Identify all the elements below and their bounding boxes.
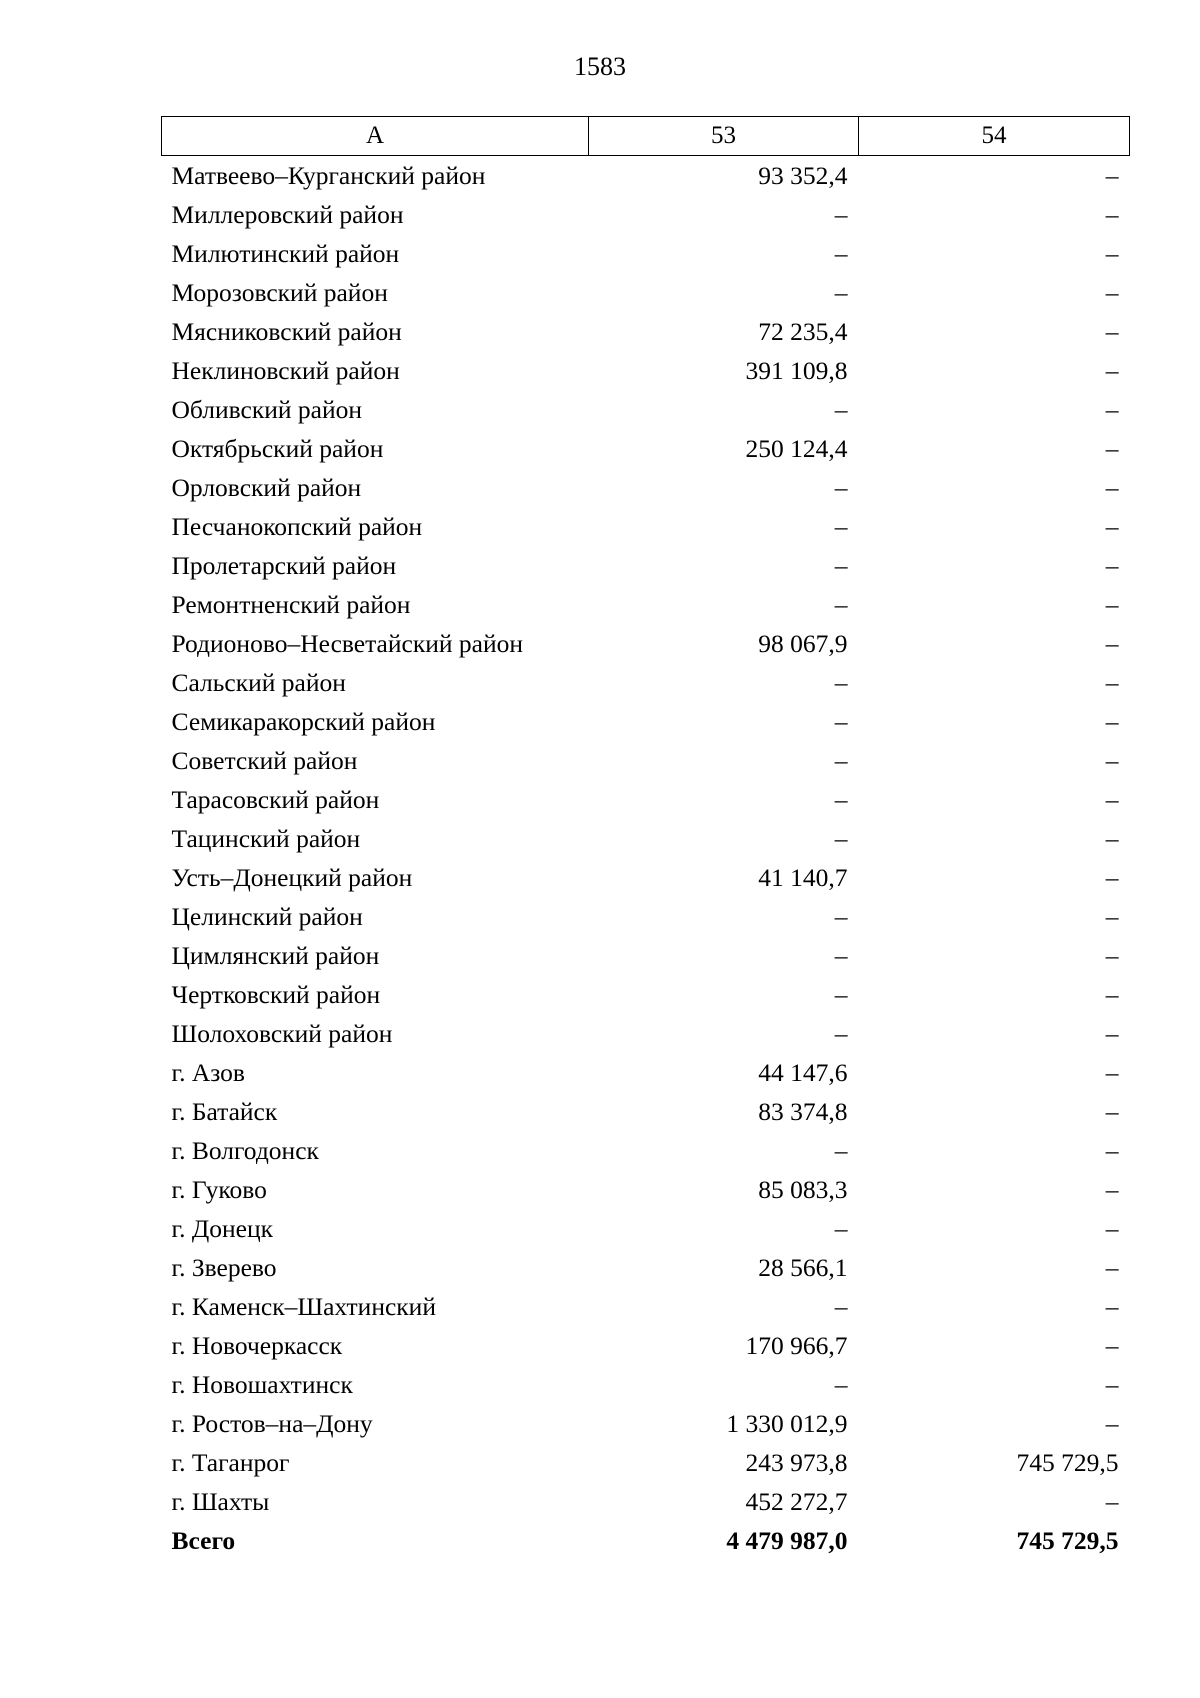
value-col-53: 98 067,9 [758,629,848,658]
header-col-53: 53 [589,117,859,156]
value-col-54: – [1105,239,1119,268]
value-col-54: – [1105,785,1119,814]
table-row [162,819,1130,858]
table-row [162,234,1130,273]
value-col-54: – [1105,551,1119,580]
district-name: Тацинский район [171,824,361,853]
district-name: г. Гуково [171,1175,267,1204]
value-col-54: – [1105,1487,1119,1516]
value-col-54: – [1105,1097,1119,1126]
value-col-53: – [834,980,848,1009]
value-col-53: – [834,239,848,268]
value-col-53: 44 147,6 [758,1058,848,1087]
district-name: г. Шахты [171,1487,270,1516]
table-row [162,351,1130,390]
table-row [162,741,1130,780]
value-col-54: – [1105,824,1119,853]
value-col-53: – [834,1370,848,1399]
district-name: Тарасовский район [171,785,380,814]
table-row [162,156,1130,196]
table-row [162,195,1130,234]
table-row [162,1248,1130,1287]
value-col-53: – [834,941,848,970]
value-col-53: – [834,668,848,697]
district-name: Ремонтненский район [171,590,411,619]
district-name: Неклиновский район [171,356,400,385]
table-row [162,936,1130,975]
table-row [162,468,1130,507]
header-col-a: А [162,117,589,156]
value-col-54: – [1105,1292,1119,1321]
value-col-53: – [834,707,848,736]
table-row [162,1482,1130,1521]
value-col-54: – [1105,1058,1119,1087]
table-row [162,1443,1130,1482]
table-row [162,1053,1130,1092]
district-name: Мясниковский район [171,317,402,346]
table-row [162,663,1130,702]
value-col-53: 250 124,4 [745,434,848,463]
value-col-54: – [1105,1175,1119,1204]
value-col-53: 93 352,4 [758,161,848,190]
value-col-54: – [1105,1331,1119,1360]
total-col-53: 4 479 987,0 [726,1526,848,1555]
value-col-53: – [834,200,848,229]
table-row [162,858,1130,897]
table-row [162,1404,1130,1443]
district-name: г. Новошахтинск [171,1370,353,1399]
table-row [162,975,1130,1014]
table-row [162,546,1130,585]
district-name: г. Каменск–Шахтинский [171,1292,436,1321]
value-col-54: – [1105,746,1119,775]
table-row [162,312,1130,351]
value-col-53: – [834,395,848,424]
district-name: Морозовский район [171,278,388,307]
value-col-54: – [1105,512,1119,541]
district-name: Чертковский район [171,980,381,1009]
value-col-54: – [1105,668,1119,697]
value-col-54: – [1105,1019,1119,1048]
value-col-54: – [1105,161,1119,190]
value-col-54: – [1105,395,1119,424]
district-name: г. Батайск [171,1097,278,1126]
district-name: г. Таганрог [171,1448,290,1477]
district-name: Матвеево–Курганский район [171,161,486,190]
table-header [162,117,1130,156]
district-name: г. Волгодонск [171,1136,319,1165]
value-col-53: – [834,1136,848,1165]
value-col-54: – [1105,1214,1119,1243]
value-col-53: – [834,278,848,307]
table-row [162,1287,1130,1326]
value-col-54: – [1105,980,1119,1009]
district-name: Цимлянский район [171,941,380,970]
value-col-53: – [834,1019,848,1048]
budget-table [161,116,1130,1560]
value-col-53: 391 109,8 [745,356,848,385]
value-col-53: 85 083,3 [758,1175,848,1204]
district-name: г. Ростов–на–Дону [171,1409,373,1438]
value-col-54: – [1105,590,1119,619]
district-name: г. Азов [171,1058,245,1087]
table-row [162,1170,1130,1209]
district-name: г. Зверево [171,1253,277,1282]
value-col-54: – [1105,317,1119,346]
table-body [162,156,1130,1561]
value-col-53: – [834,785,848,814]
table-row [162,624,1130,663]
total-row [162,1521,1130,1560]
district-name: Родионово–Несветайский район [171,629,523,658]
district-name: г. Новочеркасск [171,1331,343,1360]
table-row [162,1326,1130,1365]
table-row [162,897,1130,936]
value-col-54: – [1105,1136,1119,1165]
value-col-53: – [834,1214,848,1243]
district-name: г. Донецк [171,1214,273,1243]
district-name: Пролетарский район [171,551,397,580]
total-col-54: 745 729,5 [1016,1526,1119,1555]
district-name: Усть–Донецкий район [171,863,413,892]
table-row [162,507,1130,546]
district-name: Сальский район [171,668,346,697]
table-row [162,780,1130,819]
value-col-53: – [834,590,848,619]
district-name: Песчанокопский район [171,512,423,541]
table-row [162,1092,1130,1131]
value-col-53: – [834,512,848,541]
value-col-53: – [834,902,848,931]
district-name: Советский район [171,746,358,775]
value-col-54: – [1105,278,1119,307]
value-col-54: – [1105,1370,1119,1399]
value-col-53: 28 566,1 [758,1253,848,1282]
value-col-53: 452 272,7 [745,1487,848,1516]
total-label: Всего [171,1526,236,1555]
value-col-54: – [1105,434,1119,463]
value-col-53: 243 973,8 [745,1448,848,1477]
district-name: Семикаракорский район [171,707,436,736]
value-col-53: – [834,1292,848,1321]
table-row [162,1131,1130,1170]
value-col-53: 41 140,7 [758,863,848,892]
district-name: Обливский район [171,395,363,424]
district-name: Миллеровский район [171,200,404,229]
budget-table-container [161,116,1129,1560]
value-col-54: 745 729,5 [1016,1448,1119,1477]
value-col-54: – [1105,200,1119,229]
table-row [162,1365,1130,1404]
value-col-54: – [1105,707,1119,736]
table-row [162,585,1130,624]
table-row [162,1209,1130,1248]
table-row [162,273,1130,312]
table-row [162,702,1130,741]
district-name: Октябрьский район [171,434,384,463]
district-name: Орловский район [171,473,362,502]
value-col-53: – [834,551,848,580]
value-col-54: – [1105,902,1119,931]
value-col-53: – [834,473,848,502]
value-col-54: – [1105,473,1119,502]
table-row [162,390,1130,429]
value-col-54: – [1105,1409,1119,1438]
page-number: 1583 [574,52,626,81]
value-col-53: 1 330 012,9 [726,1409,848,1438]
district-name: Милютинский район [171,239,400,268]
value-col-54: – [1105,356,1119,385]
value-col-53: – [834,746,848,775]
value-col-53: 170 966,7 [745,1331,848,1360]
header-col-54: 54 [859,117,1130,156]
table-row [162,429,1130,468]
value-col-53: 83 374,8 [758,1097,848,1126]
header-row [162,117,1130,156]
value-col-53: 72 235,4 [758,317,848,346]
value-col-54: – [1105,629,1119,658]
district-name: Целинский район [171,902,363,931]
value-col-54: – [1105,941,1119,970]
district-name: Шолоховский район [171,1019,393,1048]
value-col-54: – [1105,1253,1119,1282]
value-col-54: – [1105,863,1119,892]
value-col-53: – [834,824,848,853]
table-row [162,1014,1130,1053]
